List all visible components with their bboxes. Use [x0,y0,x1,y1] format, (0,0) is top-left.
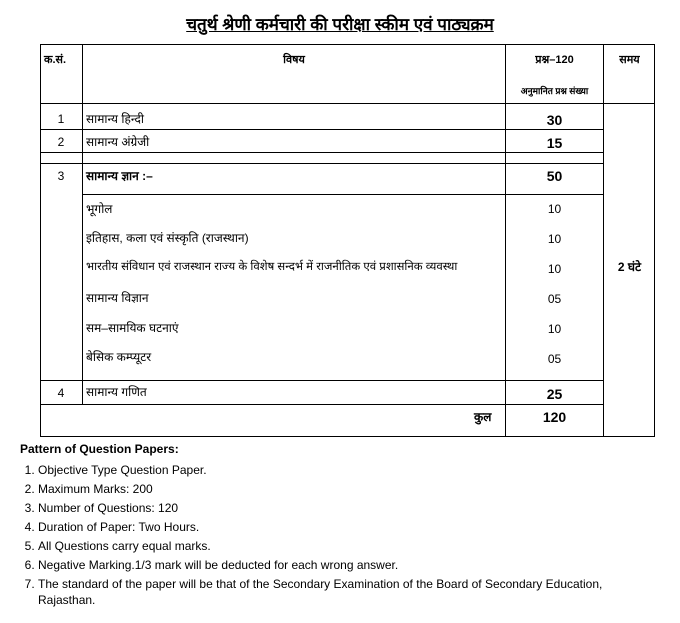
header-sno: क.सं. [44,54,66,66]
header-time: समय [619,54,640,66]
note-item-5: 5. All Questions carry equal marks. [38,538,660,554]
row-line-5 [40,404,603,405]
gk-sub-5-count: 10 [547,322,562,336]
row-1-subject: सामान्य हिन्दी [86,112,145,126]
row-4-sno: 4 [57,386,65,400]
notes-list [20,462,660,608]
gk-sub-2-subject: इतिहास, कला एवं संस्कृति (राजस्थान) [86,231,249,245]
gk-sub-1-count: 10 [547,202,562,216]
row-1-sno: 1 [57,112,65,126]
note-item-6: 6. Negative Marking.1/3 mark will be deducted for each wrong answer. [38,557,660,573]
note-item-1: 1. Objective Type Question Paper. [38,462,660,478]
page-title: चतुर्थ श्रेणी कर्मचारी की परीक्षा स्कीम एवं पाठ्यक्रम [186,15,494,34]
notes-title: Pattern of Question Papers: [20,442,179,456]
gk-sub-3-count: 10 [547,262,562,276]
note-item-2: 2. Maximum Marks: 200 [38,481,660,497]
gk-sub-6-subject: बेसिक कम्प्यूटर [86,350,152,364]
row-1-count: 30 [546,112,563,128]
row-3-count: 50 [546,168,563,184]
col-line-sno [82,44,83,404]
row-line-3a [40,163,603,164]
gk-sub-1-subject: भूगोल [86,202,113,216]
note-item-7: 7. The standard of the paper will be that of the Secondary Examination of the Board of Secondary Education, Rajasthan. [38,576,660,608]
row-4-subject: सामान्य गणित [86,385,147,399]
gk-sub-4-subject: सामान्य विज्ञान [86,291,149,305]
gk-sub-3-subject: भारतीय संविधान एवं राजस्थान राज्य के विशेष सन्दर्भ में राजनीतिक एवं प्रशासनिक व्यवस्था [86,261,458,273]
time-value: 2 घंटे [617,260,642,274]
total-value: 120 [542,409,567,425]
table-border-bottom [40,436,655,437]
header-questions-sub: अनुमानित प्रश्न संख्या [520,86,589,96]
row-2-subject: सामान्य अंग्रेजी [86,135,150,149]
row-3-subject: सामान्य ज्ञान :– [86,169,153,183]
row-line-4 [40,380,603,381]
table-border-top [40,44,655,45]
row-2-sno: 2 [57,135,65,149]
header-questions: प्रश्न–120 [535,54,574,66]
scheme-table [40,44,655,437]
gk-sub-5-subject: सम–सामयिक घटनाएं [86,321,179,335]
gk-sub-6-count: 05 [547,352,562,366]
header-subject: विषय [283,54,305,66]
row-4-count: 25 [546,386,563,402]
row-line-3b [82,194,603,195]
row-line-1 [40,129,603,130]
header-line [40,103,655,104]
note-item-4: 4. Duration of Paper: Two Hours. [38,519,660,535]
row-2-count: 15 [546,135,563,151]
gk-sub-2-count: 10 [547,232,562,246]
row-line-2 [40,152,603,153]
row-3-sno: 3 [57,169,65,183]
question-pattern-notes [20,442,660,611]
gk-sub-4-count: 05 [547,292,562,306]
total-label: कुल [474,410,492,424]
note-item-3: 3. Number of Questions: 120 [38,500,660,516]
